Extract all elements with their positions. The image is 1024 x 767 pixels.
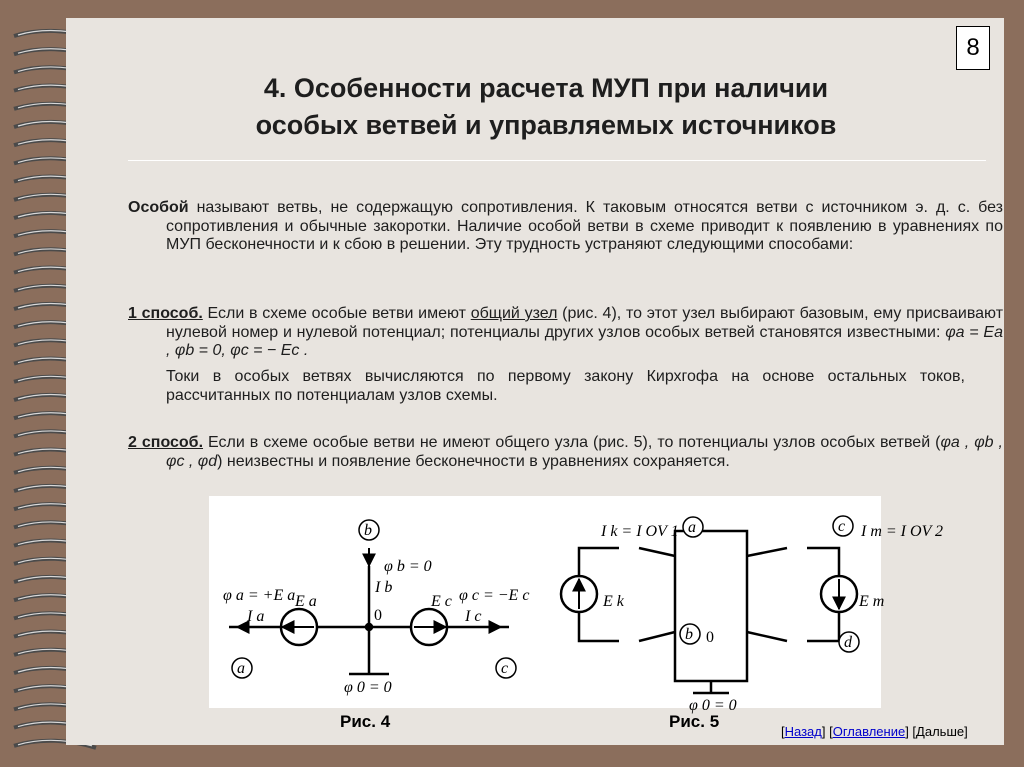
fig5-ek: E k: [603, 593, 624, 610]
nav-toc-link[interactable]: Оглавление: [832, 724, 906, 739]
page-number: 8: [956, 26, 990, 70]
circuit-diagrams: [209, 496, 944, 714]
fig5-ik: I k = I OV 1: [601, 523, 679, 540]
method-1-label: 1 способ.: [128, 305, 203, 322]
nav-back-link[interactable]: Назад: [784, 724, 822, 739]
fig4-ea: E a: [295, 593, 317, 610]
formula-unknown-potentials: φa , φb , φc , φd: [166, 434, 1004, 470]
page-title: [146, 70, 946, 144]
formula-potentials: φa = Ea , φb = 0, φc = − Ec .: [166, 323, 1003, 359]
fig5-phi-0: φ 0 = 0: [689, 697, 737, 714]
caption-fig5: Рис. 5: [669, 712, 720, 731]
fig4-phi-a: φ a = +E a: [223, 587, 296, 604]
common-node-term: общий узел: [470, 305, 558, 322]
fig4-phi-c: φ c = −E c: [459, 587, 530, 604]
fig5-node-b: b: [685, 626, 693, 643]
fig5-em: E m: [859, 593, 885, 610]
fig4-phi-b: φ b = 0: [384, 558, 432, 575]
fig4-ib: I b: [375, 579, 393, 596]
paragraph-text: Если в схеме особые ветви имеют: [202, 305, 471, 322]
term-special: Особой: [128, 199, 189, 216]
paragraph-special-branch: [128, 199, 1003, 255]
caption-fig4: Рис. 4: [340, 712, 391, 731]
slide-page: [66, 18, 1004, 745]
nav-next-label: Дальше: [916, 724, 965, 739]
paragraph-currents: Токи в особых ветвях вычисляются по первому закону Кирхгофа на основе остальных токов, рассчитанных по потенциалам узлов схемы.: [166, 368, 965, 404]
fig4-node-0: 0: [374, 607, 382, 624]
figures-panel: [209, 496, 944, 714]
title-line-1: 4. Особенности расчета МУП при наличии: [263, 73, 829, 103]
fig5-node-d: d: [844, 634, 852, 651]
fig4-node-b: b: [364, 522, 372, 539]
fig4-phi-0: φ 0 = 0: [344, 679, 392, 696]
method-2-label: 2 способ.: [128, 434, 204, 451]
paragraph-text: называют ветвь, не содержащую сопротивления. К таковым относятся ветви с источником э. д. с. без сопротивления и обычные закоротки. Наличие особой ветви в схеме приводит к появлению в уравнениях по МУП бесконечности и к сбою в решении. Эту трудность устраняют следующими способами:: [166, 199, 1003, 253]
paragraph-text: Если в схеме особые ветви не имеют общего узла (рис. 5), то потенциалы узлов особых ветвей (: [203, 434, 941, 451]
paragraph-method-1: [128, 305, 1003, 361]
paragraph-text: (рис. 4), то этот узел выбирают базовым, ему присваивают нулевой номер и нулевой потенциал; потенциалы других узлов особых ветвей становятся известными:: [166, 305, 1004, 341]
fig4-ic: I c: [465, 608, 482, 625]
fig4-ia: I a: [247, 608, 265, 625]
fig5-node-0: 0: [706, 629, 714, 646]
fig5-circuit: [561, 531, 857, 693]
paragraph-text: ) неизвестны и появление бесконечности в уравнениях сохраняется.: [217, 452, 730, 470]
navigation-links: [Назад] [Оглавление] [Дальше]: [781, 724, 968, 739]
paragraph-method-2: [128, 434, 1003, 471]
title-divider: [128, 160, 986, 161]
fig4-node-c: c: [501, 660, 509, 677]
fig5-im: I m = I OV 2: [861, 523, 944, 540]
fig5-node-a: a: [688, 519, 696, 536]
fig5-node-c: c: [838, 518, 846, 535]
fig4-node-a: a: [237, 660, 245, 677]
fig4-ec: E c: [431, 593, 452, 610]
title-line-2: особых ветвей и управляемых источников: [255, 110, 837, 140]
